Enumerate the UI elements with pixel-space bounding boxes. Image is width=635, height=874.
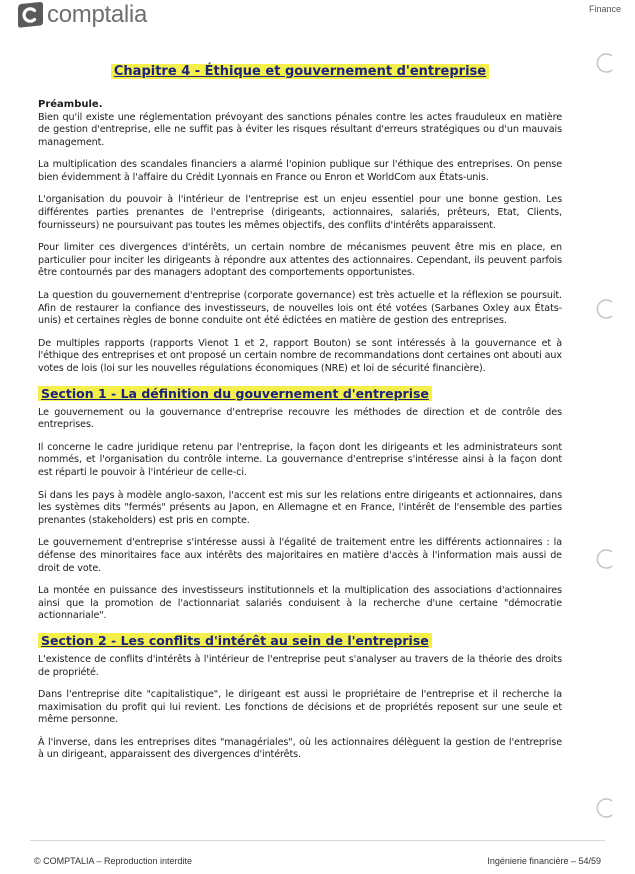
punch-hole-icon xyxy=(594,548,616,570)
chapter-title xyxy=(38,64,562,79)
logo-wordmark: comptalia xyxy=(47,1,148,28)
preamble-paragraph: Bien qu'il existe une réglementation prévoyant des sanctions pénales contre les actes frauduleux en matière de gestion d'entreprise, elle ne suffit pas à éviter les risques résultant d'erreurs stratégiques ou d'un mauvais management. xyxy=(38,111,562,148)
comptalia-logo xyxy=(14,2,147,28)
footer-page-number: Ingénierie financière – 54/59 xyxy=(487,856,601,866)
chapter-title-text: Chapitre 4 - Éthique et gouvernement d'entreprise xyxy=(111,64,489,79)
section-2-paragraph: Dans l'entreprise dite "capitalistique", le dirigeant est aussi le propriétaire de l'entreprise et il recherche la maximisation du profit qui lui revient. Les fonctions de décisions et de propriétés reposent sur une seule et même personne. xyxy=(38,689,562,726)
section-1-paragraph: Si dans les pays à modèle anglo-saxon, l'accent est mis sur les relations entre dirigeants et actionnaires, dans les systèmes dits "fermés" présents au Japon, en Allemagne et en France, l'intérêt de l'ensemble des parties prenantes (stakeholders) est pris en compte. xyxy=(38,489,562,526)
footer-divider xyxy=(30,840,605,841)
preamble-paragraph: De multiples rapports (rapports Vienot 1 et 2, rapport Bouton) se sont intéressés à la gouvernance et à l'éthique des entreprises et ont proposé un certain nombre de recommandations dont certaines ont abouti aux votes de lois (loi sur les nouvelles régulations économiques (NRE) et loi de sécurité financière). xyxy=(38,337,562,374)
section-2-title-text: Section 2 - Les conflits d'intérêt au sein de l'entreprise xyxy=(38,633,432,648)
preamble-paragraph: L'organisation du pouvoir à l'intérieur de l'entreprise est un enjeu essentiel pour une bonne gestion. Les différentes parties prenantes de l'entreprise (dirigeants, actionnaires, salariés, prêteurs, Etat, Clients, fournisseurs) ne poursuivant pas toutes les mêmes objectifs, des conflits d'intérêts apparaissent. xyxy=(38,194,562,231)
preamble-paragraph: Pour limiter ces divergences d'intérêts, un certain nombre de mécanismes peuvent être mis en place, en particulier pour inciter les dirigeants à répondre aux attentes des actionnaires. Cependant, ils peuvent parfois être contournés par des managers adoptant des comportements opportunistes. xyxy=(38,242,562,279)
punch-hole-icon xyxy=(594,797,616,819)
page-content xyxy=(38,64,562,772)
footer-copyright: © COMPTALIA – Reproduction interdite xyxy=(34,856,193,866)
section-tag: Finance xyxy=(588,4,621,14)
comptalia-logo-icon xyxy=(14,2,44,28)
punch-hole-icon xyxy=(594,52,616,74)
section-1-paragraph: Il concerne le cadre juridique retenu par l'entreprise, la façon dont les dirigeants et les administrateurs sont nommés, et l'organisation du contrôle interne. La gouvernance d'entreprise s'intéresse ainsi à la façon dont est réparti le pouvoir à l'intérieur de celle-ci. xyxy=(38,441,562,478)
page-header xyxy=(0,0,635,36)
section-1-paragraph: Le gouvernement ou la gouvernance d'entreprise recouvre les méthodes de direction et de contrôle des entreprises. xyxy=(38,406,562,431)
preamble-label: Préambule. xyxy=(38,99,103,110)
punch-hole-icon xyxy=(594,298,616,320)
preamble-paragraph: La question du gouvernement d'entreprise (corporate governance) est très actuelle et la réflexion se poursuit. Afin de restaurer la confiance des investisseurs, de nouvelles lois ont été votées (Sarbanes Oxley aux États-unis) et certaines règles de bonne conduite ont été édictées en matière de gestion des entreprises. xyxy=(38,290,562,327)
preamble-paragraph: La multiplication des scandales financiers a alarmé l'opinion publique sur l'éthique des entreprises. On pense bien évidemment à l'affaire du Crédit Lyonnais en France ou Enron et WorldCom aux États-unis. xyxy=(38,159,562,183)
section-1-title-text: Section 1 - La définition du gouvernement d'entreprise xyxy=(38,386,432,401)
section-1-paragraph: La montée en puissance des investisseurs institutionnels et la multiplication des associations d'actionnaires ainsi que la promotion de l'actionnariat salariés conduisent à la recherche d'une certaine "démocratie actionnariale". xyxy=(38,585,562,622)
section-2-paragraph: À l'inverse, dans les entreprises dites "managériales", où les actionnaires délèguent la gestion de l'entreprise à un dirigeant, apparaissent des divergences d'intérêts. xyxy=(38,736,562,761)
section-2-title xyxy=(38,633,562,648)
section-1-paragraph: Le gouvernement d'entreprise s'intéresse aussi à l'égalité de traitement entre les différents actionnaires : la défense des minoritaires face aux intérêts des majoritaires en matière d'accès à l'information mais aussi de droit de vote. xyxy=(38,537,562,574)
section-1-title xyxy=(38,386,562,401)
section-2-paragraph: L'existence de conflits d'intérêts à l'intérieur de l'entreprise peut s'analyser au travers de la théorie des droits de propriété. xyxy=(38,653,562,678)
